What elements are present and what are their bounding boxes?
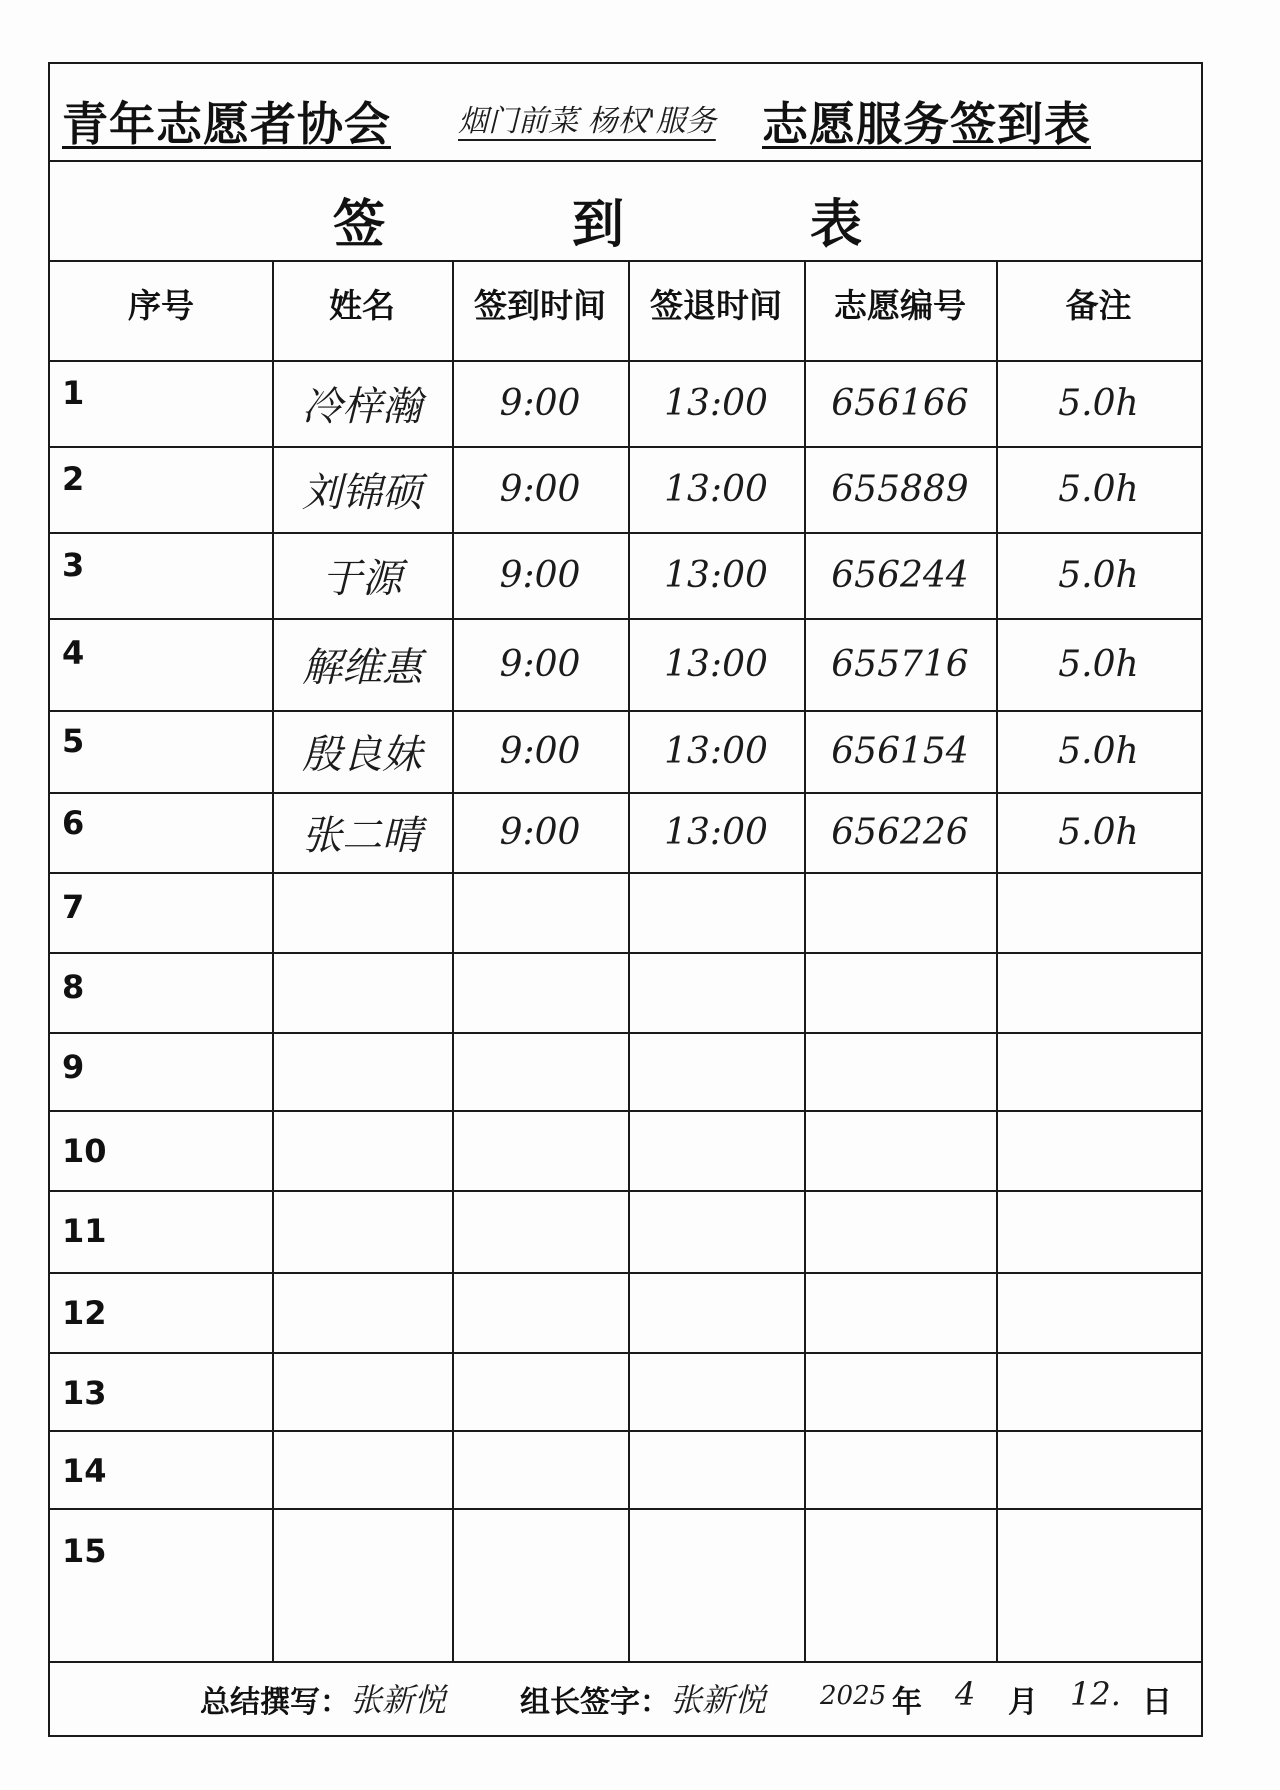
row-sign-out: 13:00 <box>664 382 768 424</box>
footer <box>50 1655 1201 1735</box>
header-volunteer-id: 志愿编号 <box>834 285 966 325</box>
row-line <box>50 1430 1201 1432</box>
subtitle-row <box>50 160 1201 260</box>
row-number: 1 <box>62 374 85 412</box>
month-value: 4 <box>955 1675 976 1713</box>
row-note: 5.0h <box>1058 554 1139 596</box>
day-value: 12. <box>1070 1675 1121 1713</box>
row-sign-in: 9:00 <box>499 643 581 685</box>
year-unit: 年 <box>892 1685 922 1720</box>
row-number: 5 <box>62 722 85 760</box>
row-name: 解维惠 <box>302 644 422 691</box>
month-unit: 月 <box>1008 1685 1038 1720</box>
header-number: 序号 <box>128 285 194 325</box>
row-number: 14 <box>62 1452 107 1490</box>
row-line <box>50 1508 1201 1510</box>
header-name: 姓名 <box>329 285 395 325</box>
summary-label: 总结撰写： <box>200 1685 350 1720</box>
row-sign-in: 9:00 <box>499 382 581 424</box>
day-unit: 日 <box>1142 1685 1172 1720</box>
row-number: 4 <box>62 634 85 672</box>
row-sign-in: 9:00 <box>499 554 581 596</box>
row-number: 15 <box>62 1532 107 1570</box>
row-name: 冷梓瀚 <box>302 383 422 430</box>
org-title: 青年志愿者协会 <box>62 97 391 151</box>
row-sign-in: 9:00 <box>499 730 581 772</box>
row-sign-out: 13:00 <box>664 811 768 853</box>
row-number: 8 <box>62 968 85 1006</box>
leader-label: 组长签字： <box>520 1685 670 1720</box>
leader-signature: 张新悦 <box>670 1681 767 1719</box>
row-number: 11 <box>62 1212 107 1250</box>
row-volunteer-id: 656154 <box>831 730 969 772</box>
row-sign-out: 13:00 <box>664 554 768 596</box>
form-title: 志愿服务签到表 <box>762 97 1091 151</box>
row-number: 6 <box>62 804 85 842</box>
header-sign-out-time: 签退时间 <box>650 285 782 325</box>
subtitle-char: 表 <box>810 195 863 255</box>
row-volunteer-id: 655889 <box>831 468 969 510</box>
row-note: 5.0h <box>1058 643 1139 685</box>
row-name: 于源 <box>322 555 402 602</box>
row-sign-out: 13:00 <box>664 730 768 772</box>
row-sign-out: 13:00 <box>664 468 768 510</box>
row-sign-in: 9:00 <box>499 468 581 510</box>
row-number: 13 <box>62 1374 107 1412</box>
row-line <box>50 952 1201 954</box>
sign-in-sheet <box>48 62 1203 1737</box>
summary-signature: 张新悦 <box>350 1681 447 1719</box>
row-volunteer-id: 655716 <box>831 643 969 685</box>
row-sign-out: 13:00 <box>664 643 768 685</box>
header-sign-in-time: 签到时间 <box>474 285 606 325</box>
row-number: 3 <box>62 546 85 584</box>
row-note: 5.0h <box>1058 811 1139 853</box>
year-value: 2025 <box>820 1681 887 1711</box>
row-line <box>50 1352 1201 1354</box>
row-number: 9 <box>62 1048 85 1086</box>
row-line <box>50 1110 1201 1112</box>
subtitle-char: 签 <box>333 195 386 255</box>
row-number: 7 <box>62 888 85 926</box>
row-name: 张二晴 <box>302 812 422 859</box>
row-number: 10 <box>62 1132 107 1170</box>
row-note: 5.0h <box>1058 382 1139 424</box>
row-line <box>50 1272 1201 1274</box>
subtitle-char: 到 <box>572 195 625 255</box>
header-note: 备注 <box>1065 285 1132 325</box>
row-note: 5.0h <box>1058 730 1139 772</box>
row-volunteer-id: 656244 <box>831 554 969 596</box>
row-volunteer-id: 656226 <box>831 811 969 853</box>
row-name: 刘锦硕 <box>302 469 422 516</box>
row-line <box>50 1190 1201 1192</box>
row-sign-in: 9:00 <box>499 811 581 853</box>
row-line <box>50 1032 1201 1034</box>
row-volunteer-id: 656166 <box>831 382 969 424</box>
event-name-handwritten: 烟门前菜 杨权'服务 <box>458 104 716 139</box>
title-row <box>50 64 1201 160</box>
row-number: 12 <box>62 1294 107 1332</box>
row-number: 2 <box>62 460 85 498</box>
row-note: 5.0h <box>1058 468 1139 510</box>
row-name: 殷良妹 <box>302 731 422 778</box>
row-line <box>50 872 1201 874</box>
